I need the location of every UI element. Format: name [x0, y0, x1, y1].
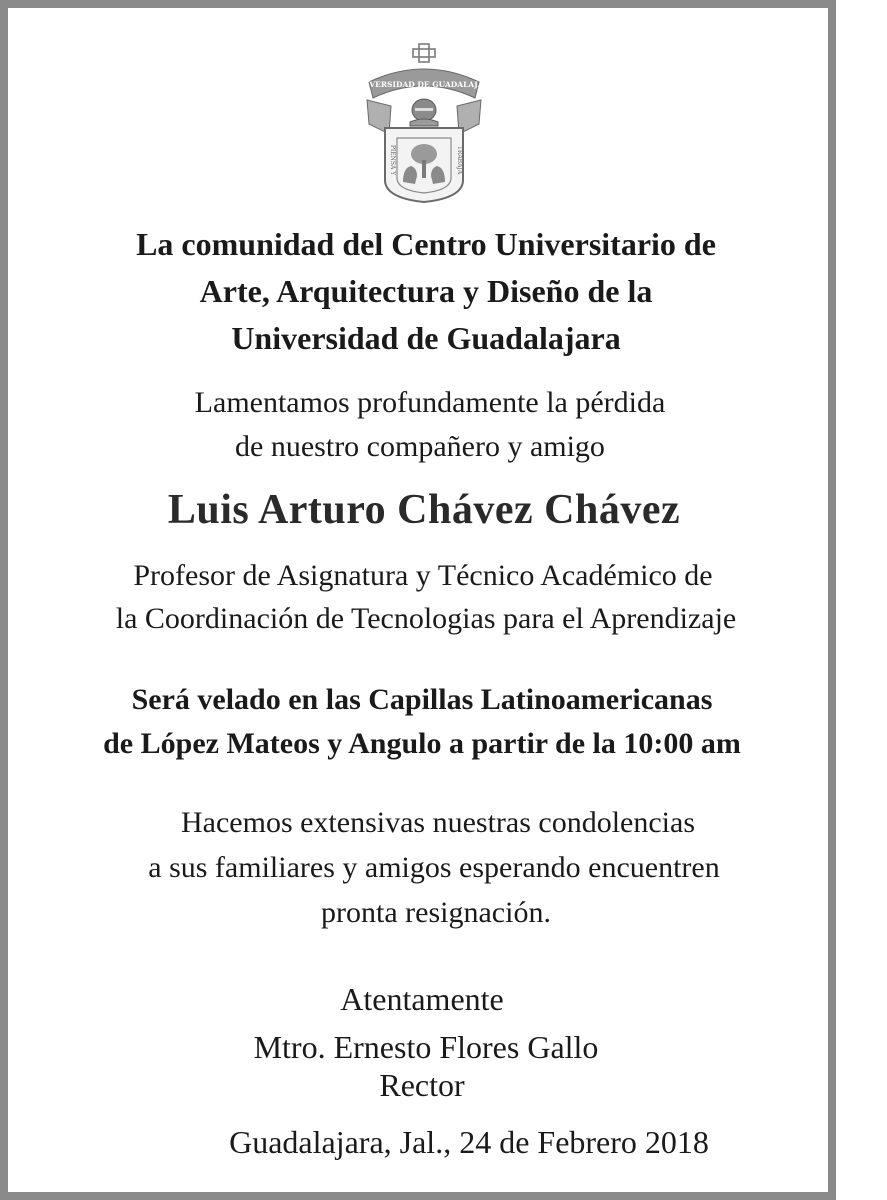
lament-line-1: Lamentamos profundamente la pérdida	[194, 386, 666, 419]
crest-ribbon-text: UNIVERSIDAD DE GUADALAJARA	[352, 80, 496, 89]
signatory-name: Mtro. Ernesto Flores Gallo	[253, 1029, 599, 1065]
crest-cross-icon	[413, 44, 435, 62]
university-crest-logo	[352, 42, 496, 204]
lament-line-2: de nuestro compañero y amigo	[235, 430, 605, 463]
crest-motto-right: TRABAJA	[456, 145, 463, 175]
header-line-3: Universidad de Guadalajara	[231, 320, 621, 356]
condolences-line-1: Hacemos extensivas nuestras condolencias	[181, 806, 695, 839]
position-line-1: Profesor de Asignatura y Técnico Académico de	[133, 559, 713, 592]
closing: Atentamente	[340, 981, 504, 1017]
header-line-2: Arte, Arquitectura y Diseño de la	[199, 273, 653, 309]
header-line-1: La comunidad del Centro Universitario de	[136, 226, 716, 262]
condolences-line-2: a sus familiares y amigos esperando encuentren	[148, 851, 720, 884]
wake-line-2: de López Mateos y Angulo a partir de la 10:00 am	[103, 727, 741, 760]
position-line-2: la Coordinación de Tecnologias para el Aprendizaje	[115, 602, 737, 635]
place-date: Guadalajara, Jal., 24 de Febrero 2018	[229, 1124, 709, 1160]
crest-motto-left: PIENSA Y	[389, 144, 396, 176]
wake-line-1: Será velado en las Capillas Latinoamericanas	[131, 683, 713, 716]
deceased-name: Luis Arturo Chávez Chávez	[167, 487, 681, 533]
condolences-line-3: pronta resignación.	[321, 896, 551, 929]
crest-helmet-icon	[410, 99, 438, 126]
signatory-title: Rector	[379, 1067, 465, 1103]
